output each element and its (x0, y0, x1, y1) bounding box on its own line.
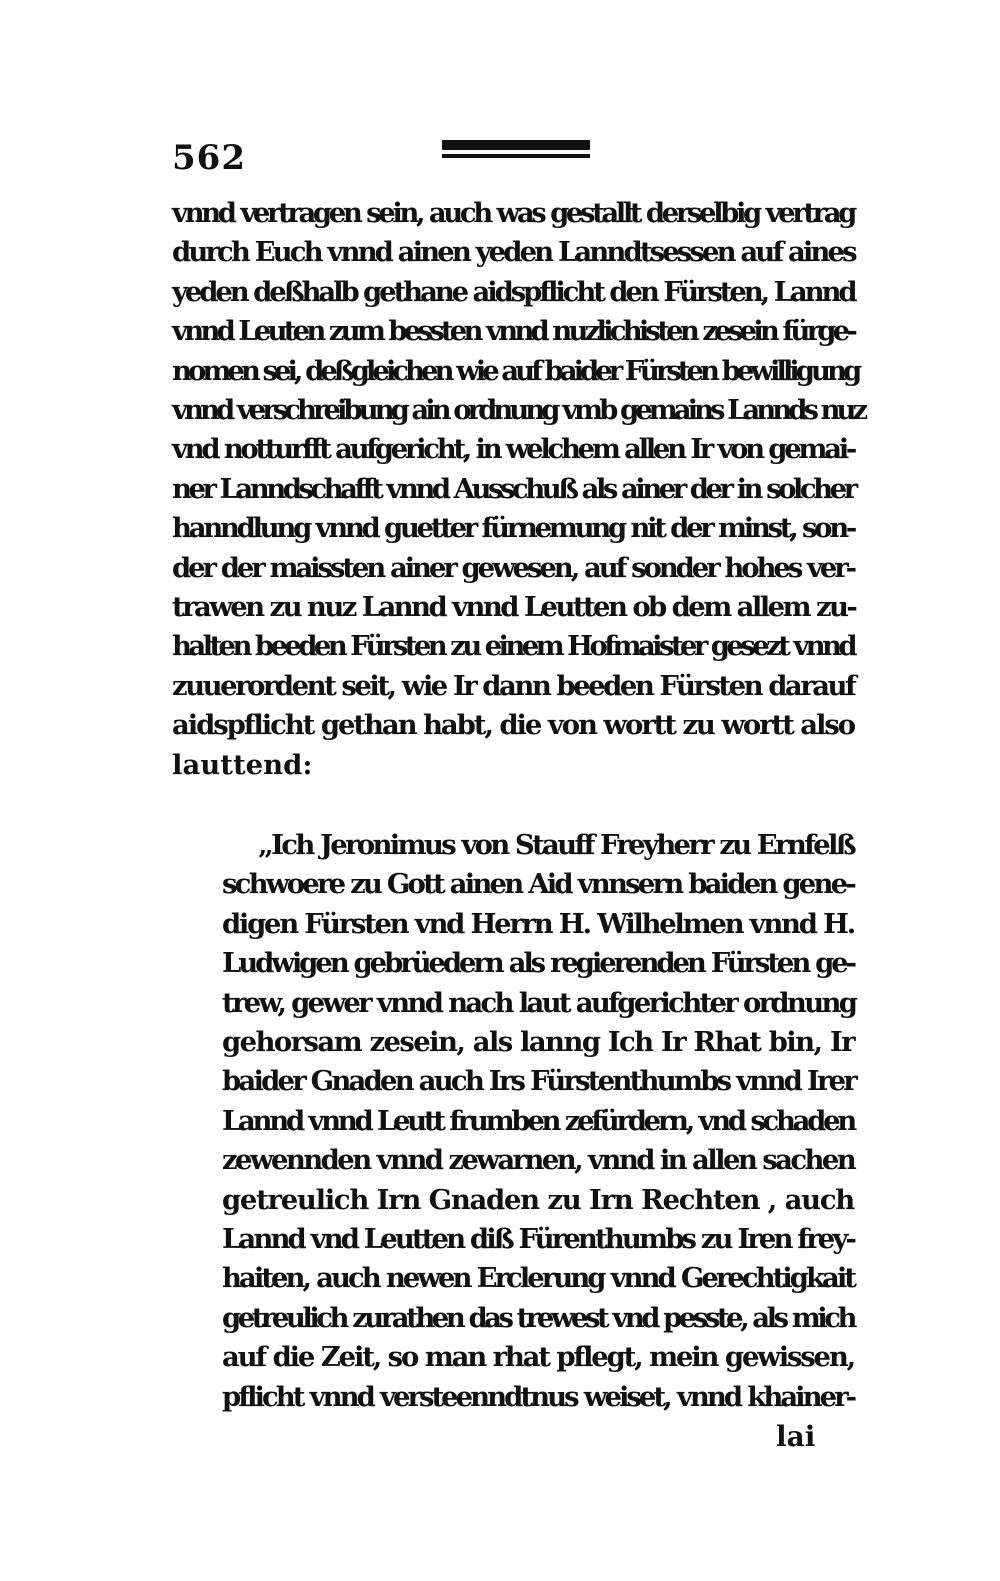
text-line: zuuerordent seit, wie Ir dann beeden Fürsten darauf (172, 669, 855, 702)
text-line: getreulich zurathen das trewest vnd pesste, als mich (222, 1301, 854, 1334)
text-line: aidspflicht gethan habt, die von wortt zu wortt also (172, 709, 854, 742)
text-line: halten beeden Fürsten zu einem Hofmaister gesezt vnnd (172, 630, 854, 663)
page-number: 562 (172, 138, 246, 178)
oath-quotation-paragraph (222, 826, 854, 1417)
text-line: „Ich Jeronimus von Stauff Freyherr zu Ernfelß (258, 829, 854, 861)
text-line: der der maissten ainer gewesen, auf sonder hohes ver- (172, 551, 854, 584)
text-line: nomen sei, deßgleichen wie auf baider Fürsten bewilligung (172, 354, 859, 387)
text-line: baider Gnaden auch Irs Fürstenthumbs vnnd Irer (222, 1065, 855, 1098)
text-line: vnnd vertragen sein, auch was gestallt derselbig vertrag (172, 197, 854, 229)
text-line: ner Lanndschafft vnnd Ausschuß als ainer der in solcher (172, 472, 855, 505)
text-line: auf die Zeit, so man rhat pflegt, mein gewissen, (222, 1341, 854, 1374)
text-line: hanndlung vnnd guetter fürnemung nit der minst, son- (172, 512, 854, 545)
text-line: Lannd vnnd Leutt frumben zefürdern, vnd schaden (222, 1104, 854, 1137)
text-line: vnnd verschreibung ain ordnung vmb gemains Lannds nuz (172, 394, 865, 427)
text-line: gehorsam zesein, als lanng Ich Ir Rhat bin, Ir (222, 1026, 854, 1059)
text-line: trew, gewer vnnd nach laut aufgerichter ordnung (222, 986, 856, 1019)
text-line: vnnd Leuten zum bessten vnnd nuzlichisten zesein fürge- (172, 315, 854, 348)
text-line: zewennden vnnd zewarnen, vnnd in allen sachen (222, 1144, 855, 1177)
catchword: lai (776, 1420, 816, 1453)
text-line: getreulich Irn Gnaden zu Irn Rechten , auch (222, 1183, 854, 1216)
text-line-last: lauttend: (172, 748, 313, 781)
text-line: haiten, auch newen Erclerung vnnd Gerechtigkait (222, 1262, 854, 1295)
text-line: Lannd vnd Leutten diß Fürenthumbs zu Iren frey- (222, 1223, 854, 1256)
header-ornament-rule (442, 140, 590, 162)
text-line: yeden deßhalb gethane aidspflicht den Fürsten, Lannd (172, 275, 855, 308)
header-rule-thin (442, 154, 590, 158)
text-line: vnd notturfft aufgericht, in welchem allen Ir von gemai- (172, 433, 854, 466)
text-line: schwoere zu Gott ainen Aid vnnsern baiden gene- (222, 868, 855, 901)
text-line: trawen zu nuz Lannd vnnd Leutten ob dem allem zu- (172, 591, 856, 624)
text-line: pflicht vnnd versteenndtnus weiset, vnnd khainer- (222, 1380, 854, 1413)
text-line: digen Fürsten vnd Herrn H. Wilhelmen vnnd H. (222, 907, 854, 940)
text-line: durch Euch vnnd ainen yeden Lanndtsessen auf aines (172, 236, 855, 269)
body-paragraph-1 (172, 194, 865, 785)
header-rule-thick (442, 140, 590, 150)
text-line: Ludwigen gebrüedern als regierenden Fürsten ge- (222, 947, 854, 980)
